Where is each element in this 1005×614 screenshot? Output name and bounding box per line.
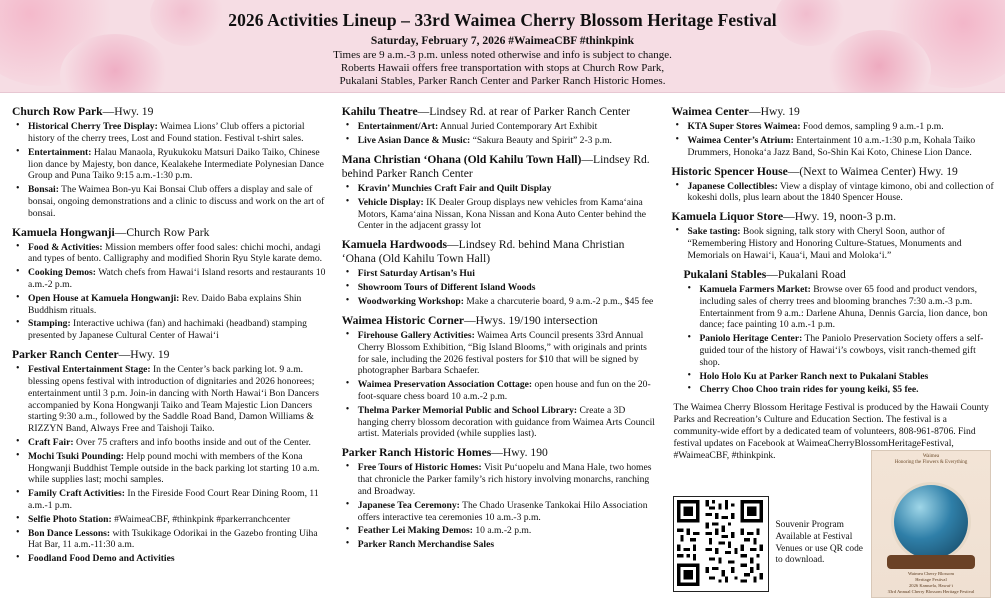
header-note-times: Times are 9 a.m.-3 p.m. unless noted otherwise and info is subject to change. bbox=[333, 49, 672, 61]
page-title: 2026 Activities Lineup – 33rd Waimea Cherry Blossom Heritage Festival bbox=[228, 10, 777, 30]
activity-description: with Tsukikage Odorikai in the Gazebo fronting Uiha Hat Bar, 11 a.m.-11:30 a.m. bbox=[28, 527, 318, 551]
activity-item bbox=[685, 333, 995, 368]
activity-description: Help pound mochi with members of the Kona Hongwanji Buddhist Temple outside in the back parking lot starting 10 a.m. while supplies last; mochi samples. bbox=[28, 450, 320, 486]
activity-item bbox=[344, 525, 658, 537]
section-location: —Hwy. 19, noon-3 p.m. bbox=[783, 210, 897, 224]
festival-date: Saturday, February 7, 2026 #WaimeaCBF #thinkpink bbox=[370, 35, 635, 47]
activity-label: Free Tours of Historic Homes: bbox=[357, 462, 482, 474]
activity-label: First Saturday Artisan’s Hui bbox=[357, 268, 475, 280]
activity-item bbox=[344, 268, 658, 280]
section-name: Mana Christian ‘Ohana (Old Kahilu Town Hall) bbox=[341, 152, 582, 166]
souvenir-program-note: Souvenir Program Available at Festival Venues or use QR code to download. bbox=[775, 520, 863, 566]
section-location: —Lindsey Rd. behind Mana Christian ‘Ohana (Old Kahilu Town Hall) bbox=[341, 238, 625, 266]
activity-label: Craft Fair: bbox=[28, 436, 74, 448]
section-heading bbox=[342, 238, 658, 266]
poster-bottom-line-3: 2026 Kamuela, Hawai‘i bbox=[908, 583, 953, 589]
activity-description: Mission members offer food sales: chichi mochi, andagi and types of bento. Calligraphy and modified Shorin Ryu Style karate demo. bbox=[28, 241, 323, 265]
activity-item bbox=[685, 284, 995, 331]
activity-item bbox=[344, 379, 658, 403]
qr-code[interactable] bbox=[673, 496, 769, 592]
activity-label: Entertainment: bbox=[28, 146, 92, 158]
activity-description: The Chado Urasenke Tankokai Hilo Association offers interactive tea ceremonies 10 a.m.-3 p.m. bbox=[357, 499, 648, 523]
section-heading bbox=[671, 105, 995, 119]
section-location: —(Next to Waimea Center) Hwy. 19 bbox=[787, 164, 958, 178]
activity-item bbox=[673, 121, 995, 133]
activity-description: The Waimea Bon-yu Kai Bonsai Club offers a display and sale of bonsai, ongoing demonstrations and a clinic to discuss and work on the art of bonsai. bbox=[28, 184, 325, 219]
activity-item bbox=[14, 318, 328, 342]
header-note-transport-2: Pukalani Stables, Parker Ranch Center and Parker Ranch Historic Homes. bbox=[339, 75, 666, 87]
activity-label: Bonsai: bbox=[28, 184, 59, 196]
section-heading bbox=[342, 105, 658, 119]
poster-bottom-line-2: Heritage Festival bbox=[915, 577, 947, 583]
section-name: Parker Ranch Historic Homes bbox=[341, 446, 492, 460]
activity-item bbox=[14, 451, 328, 486]
activity-description: Watch chefs from Hawai‘i Island resorts and restaurants 10 a.m.-2 p.m. bbox=[28, 267, 326, 291]
activity-label: Stamping: bbox=[28, 318, 71, 330]
section-heading bbox=[683, 268, 995, 282]
activity-label: Waimea Preservation Association Cottage: bbox=[357, 379, 533, 391]
section-heading bbox=[12, 226, 328, 240]
activity-description: #WaimeaCBF, #thinkpink #parkerranchcenter bbox=[111, 513, 291, 525]
header-note-transport-1: Roberts Hawaii offers free transportation with stops at Church Row Park, bbox=[340, 62, 665, 74]
activity-item bbox=[14, 147, 328, 182]
activity-description: open house and fun on the 20-foot-square chess board 10 a.m.-2 p.m. bbox=[357, 379, 651, 402]
activity-label: Bon Dance Lessons: bbox=[28, 527, 111, 539]
activity-description: The Paniolo Preservation Society offers a self-guided tour of the history of Hawai‘i’s cowboys, visit ranch-themed gift shop. bbox=[699, 333, 984, 368]
activity-description: Visit Pu‘uopelu and Mana Hale, two homes that chronicle the Parker family’s rich history involving monarchs, ranching and Broadway. bbox=[357, 462, 652, 497]
activity-item bbox=[14, 121, 328, 145]
activity-list bbox=[344, 462, 658, 551]
activity-description: Over 75 crafters and info booths inside and out of the Center. bbox=[73, 436, 311, 448]
activity-description: Entertainment 10 a.m.-1:30 p.m, Kohala Taiko Drummers, Honoka‘a Jazz Band, So-Shin Kai Koto, Chinese Lion Dance. bbox=[687, 134, 976, 158]
activity-item bbox=[14, 488, 328, 512]
activity-item bbox=[14, 242, 328, 266]
activity-item bbox=[685, 371, 995, 383]
activity-label: Historical Cherry Tree Display: bbox=[28, 121, 158, 133]
activity-item bbox=[14, 184, 328, 219]
activity-description: View a display of vintage kimono, obi and collection of kokeshi dolls, plus learn about the 1840 Spencer House. bbox=[687, 180, 994, 204]
activity-item bbox=[14, 514, 328, 526]
activity-description: Make a charcuterie board, 9 a.m.-2 p.m., $45 fee bbox=[463, 296, 654, 308]
section-name: Kahilu Theatre bbox=[341, 105, 418, 118]
activity-item bbox=[344, 539, 658, 551]
activity-list bbox=[673, 121, 995, 158]
activity-item bbox=[673, 181, 995, 205]
activity-label: Family Craft Activities: bbox=[28, 488, 125, 500]
activity-item bbox=[14, 267, 328, 291]
activity-item bbox=[344, 183, 658, 195]
activity-item bbox=[673, 226, 995, 261]
section-heading bbox=[342, 446, 658, 460]
activity-label: Festival Entertainment Stage: bbox=[28, 364, 151, 376]
section-location: —Hwy. 190 bbox=[491, 446, 548, 460]
activity-list bbox=[685, 284, 995, 396]
qr-code-graphic bbox=[674, 497, 766, 589]
activity-list bbox=[14, 242, 328, 342]
activity-description: Browse over 65 food and product vendors, including sales of cherry trees and blooming branches 7:30 a.m.-3 p.m. Entertainment from 9 a.m.: Darlene Ahuna, Dennis Garcia, lion dance, bon dance; face painting 10 a.m.-1 p.m. bbox=[699, 283, 988, 331]
activity-description: Halau Manaola, Ryukukoku Matsuri Daiko Taiko, Chinese lion dance by Majesty, bon dance, Kealakehe Intermediate Polynesian Dance Group and Puna Taiko 9:15 a.m.-1:30 p.m. bbox=[28, 146, 324, 182]
section-location: —Hwy. 19 bbox=[118, 348, 170, 362]
souvenir-poster-image bbox=[871, 450, 991, 598]
activity-description: Create a 3D hanging cherry blossom decoration with guidance from Waimea Arts Council artist. Materials provided (while supplies last). bbox=[357, 404, 655, 440]
activity-description: “Sakura Beauty and Spirit” 2-3 p.m. bbox=[470, 134, 612, 146]
section-location: —Church Row Park bbox=[114, 225, 210, 239]
section-location: —Hwy. 19 bbox=[102, 105, 154, 118]
section-name: Waimea Center bbox=[671, 105, 750, 118]
activity-item bbox=[14, 528, 328, 552]
section-heading bbox=[342, 153, 658, 181]
section-location: —Lindsey Rd. behind Parker Ranch Center bbox=[341, 152, 650, 180]
section-name: Historic Spencer House bbox=[671, 164, 788, 178]
activity-item bbox=[14, 553, 328, 565]
poster-glass-ball-icon bbox=[894, 485, 968, 559]
section-heading bbox=[671, 165, 995, 179]
activity-description: Rev. Daido Baba explains Shin Buddhism rituals. bbox=[28, 292, 302, 316]
activity-label: Cooking Demos: bbox=[28, 267, 96, 279]
activity-item bbox=[14, 437, 328, 449]
activity-label: Open House at Kamuela Hongwanji: bbox=[28, 292, 180, 304]
section-location: —Lindsey Rd. at rear of Parker Ranch Center bbox=[417, 105, 631, 118]
activity-label: Holo Holo Ku at Parker Ranch next to Pukalani Stables bbox=[699, 370, 929, 382]
activity-label: Paniolo Heritage Center: bbox=[699, 333, 803, 345]
section-name: Kamuela Liquor Store bbox=[671, 210, 784, 224]
activity-label: Live Asian Dance & Music: bbox=[357, 134, 471, 146]
activity-label: Showroom Tours of Different Island Woods bbox=[357, 282, 536, 294]
section-location: —Pukalani Road bbox=[766, 267, 846, 281]
activity-label: Sake tasting: bbox=[687, 226, 741, 238]
activity-label: Mochi Tsuki Pounding: bbox=[28, 450, 124, 462]
activity-label: Vehicle Display: bbox=[357, 196, 424, 208]
activity-label: Cherry Choo Choo train rides for young keiki, $5 fee. bbox=[699, 384, 919, 396]
activity-label: Kamuela Farmers Market: bbox=[699, 283, 811, 295]
activity-list bbox=[344, 330, 658, 440]
column-2 bbox=[342, 99, 658, 603]
activity-label: KTA Super Stores Waimea: bbox=[687, 121, 801, 133]
section-name: Church Row Park bbox=[12, 105, 103, 118]
activity-item bbox=[344, 282, 658, 294]
section-heading bbox=[342, 314, 658, 328]
activity-item bbox=[14, 364, 328, 435]
activity-item bbox=[344, 121, 658, 133]
activity-description: 10 a.m.-2 p.m. bbox=[472, 525, 532, 537]
activity-description: Waimea Lions’ Club offers a pictorial history of the cherry trees, Lost and Found station. Festival t-shirt sales. bbox=[28, 121, 305, 144]
content-columns bbox=[0, 93, 1005, 603]
activity-description: In the Center’s back parking lot. 9 a.m. blessing opens festival with introduction of dignitaries and 2026 honorees; entertainment until 3 p.m. Join-in dancing with North Hawai‘i Bon Dancers accompanied by Kona Hongwanji Taiko and Team Majestic Lion Dancers starting 9:30 a.m., followed by the Saddle Road Band, Damon Williams & RIZZYN Band, Always Free and Taishoji Taiko. bbox=[28, 364, 319, 435]
activity-list bbox=[14, 364, 328, 565]
activity-description: Interactive uchiwa (fan) and hachimaki (headband) stamping presented by Japanese Cultural Center of Hawai‘i bbox=[28, 318, 307, 342]
section-heading bbox=[671, 210, 995, 224]
activity-label: Japanese Tea Ceremony: bbox=[357, 499, 460, 511]
activity-label: Kravin’ Munchies Craft Fair and Quilt Display bbox=[357, 183, 552, 195]
activity-description: Food demos, sampling 9 a.m.-1 p.m. bbox=[800, 121, 944, 133]
activity-item bbox=[344, 500, 658, 524]
activity-description: Book signing, talk story with Cheryl Soon, author of “Remembering History and Honoring Culture-Statues, Monuments and Memorials on Hawai‘i, Kaua‘i, Maui and Moloka‘i.” bbox=[687, 226, 962, 261]
activity-label: Food & Activities: bbox=[28, 241, 103, 253]
poster-top-line-1: Waimea bbox=[922, 454, 940, 460]
activity-label: Selfie Photo Station: bbox=[28, 513, 112, 525]
activity-item bbox=[344, 462, 658, 497]
activity-list bbox=[344, 183, 658, 232]
activity-label: Japanese Collectibles: bbox=[687, 180, 778, 192]
producer-credit: The Waimea Cherry Blossom Heritage Festival is produced by the Hawaii County Parks and Recreation’s Culture and Education Section. The festival is a community-wide effort by a dedicated team of volunteers, 808-961-8706. Find festival updates on Facebook at WaimeaCherryBlossomHeritageFestival, #WaimeaCBF, #thinkpink. bbox=[673, 402, 989, 462]
column-3 bbox=[671, 99, 995, 603]
activity-item bbox=[344, 330, 658, 377]
activity-item bbox=[344, 135, 658, 147]
poster-base-icon bbox=[887, 555, 975, 569]
activity-list bbox=[673, 181, 995, 205]
activity-description: IK Dealer Group displays new vehicles from Kama‘aina Motors, Kama‘aina Nissan, Kona Nissan and Kona Auto Center behind the Center in the adjacent grassy lot bbox=[357, 196, 647, 232]
activity-item bbox=[685, 384, 995, 396]
section-name: Pukalani Stables bbox=[683, 267, 767, 281]
activity-label: Feather Lei Making Demos: bbox=[357, 525, 473, 537]
section-name: Parker Ranch Center bbox=[12, 348, 119, 362]
activity-label: Waimea Center’s Atrium: bbox=[687, 134, 794, 146]
activity-item bbox=[344, 405, 658, 440]
section-location: —Hwys. 19/190 intersection bbox=[464, 313, 598, 327]
section-location: —Hwy. 19 bbox=[749, 105, 800, 118]
activity-label: Firehouse Gallery Activities: bbox=[357, 330, 475, 342]
activity-description: Waimea Arts Council presents 33rd Annual Cherry Blossom Exhibition, “Big Island Blooms,” with originals and prints for sale, including the 2026 festival posters for $10 that will be signed by photographer Barbara Schaefer. bbox=[357, 330, 647, 377]
activity-item bbox=[14, 293, 328, 317]
activity-item bbox=[344, 197, 658, 232]
activity-list bbox=[344, 268, 658, 307]
section-heading bbox=[12, 105, 328, 119]
activity-list bbox=[14, 121, 328, 219]
column-1 bbox=[12, 99, 328, 603]
activity-label: Entertainment/Art: bbox=[357, 121, 439, 133]
activity-label: Foodland Food Demo and Activities bbox=[28, 553, 175, 565]
activity-item bbox=[673, 135, 995, 159]
poster-bottom-line-4: 33rd Annual Cherry Blossom Heritage Festival bbox=[887, 589, 975, 595]
activity-list bbox=[344, 121, 658, 147]
section-name: Kamuela Hardwoods bbox=[341, 238, 448, 252]
poster-bottom-line-1: Waimea Cherry Blossom bbox=[907, 571, 955, 577]
festival-header bbox=[0, 0, 1005, 93]
activity-item bbox=[344, 296, 658, 308]
section-name: Waimea Historic Corner bbox=[341, 313, 465, 327]
activity-description: Annual Juried Contemporary Art Exhibit bbox=[438, 121, 598, 133]
section-name: Kamuela Hongwanji bbox=[12, 225, 115, 239]
section-heading bbox=[12, 348, 328, 362]
activity-description: In the Fireside Food Court Rear Dining Room, 11 a.m.-1 p.m. bbox=[28, 488, 319, 511]
activity-list bbox=[673, 226, 995, 261]
activity-label: Thelma Parker Memorial Public and School Library: bbox=[357, 404, 578, 416]
activity-label: Parker Ranch Merchandise Sales bbox=[357, 539, 495, 551]
activity-label: Woodworking Workshop: bbox=[357, 296, 464, 308]
poster-top-line-2: Honoring the Flowers & Everything bbox=[894, 460, 968, 466]
